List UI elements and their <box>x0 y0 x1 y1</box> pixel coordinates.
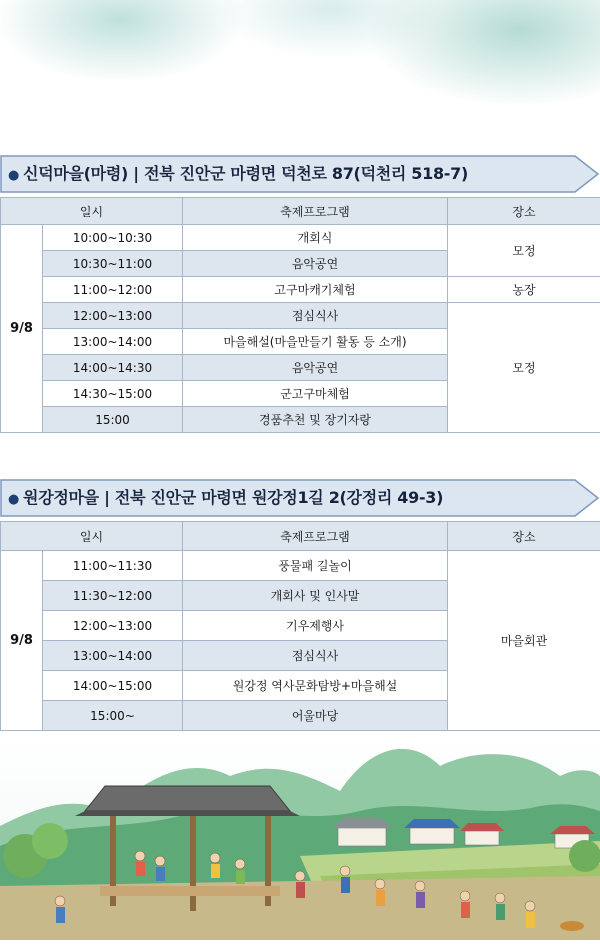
time-cell: 15:00~ <box>43 701 183 731</box>
program-cell: 경품추천 및 장기자랑 <box>183 407 448 433</box>
program-cell: 개회사 및 인사말 <box>183 581 448 611</box>
time-cell: 15:00 <box>43 407 183 433</box>
program-cell: 개회식 <box>183 225 448 251</box>
location-cell: 모정 <box>448 303 600 433</box>
time-cell: 11:00~12:00 <box>43 277 183 303</box>
program-cell: 어울마당 <box>183 701 448 731</box>
schedule-section-sindeok <box>0 155 600 433</box>
time-cell: 11:00~11:30 <box>43 551 183 581</box>
program-cell: 고구마캐기체험 <box>183 277 448 303</box>
section-title: ● 신덕마을(마령) | 전북 진안군 마령면 덕천로 87(덕천리 518-7) <box>8 155 468 193</box>
time-cell: 11:30~12:00 <box>43 581 183 611</box>
time-cell: 10:00~10:30 <box>43 225 183 251</box>
schedule-table <box>0 521 600 731</box>
time-cell: 14:30~15:00 <box>43 381 183 407</box>
program-cell: 풍물패 길놀이 <box>183 551 448 581</box>
schedule-section-wongangjeong <box>0 479 600 731</box>
header-location: 장소 <box>448 198 600 225</box>
bullet-icon: ● <box>8 168 19 183</box>
location-cell: 모정 <box>448 225 600 277</box>
bullet-icon: ● <box>8 492 19 507</box>
section-title: ● 원강정마을 | 전북 진안군 마령면 원강정1길 2(강정리 49-3) <box>8 479 443 517</box>
program-cell: 점심식사 <box>183 641 448 671</box>
section-banner <box>0 155 600 193</box>
program-cell: 마을해설(마을만들기 활동 등 소개) <box>183 329 448 355</box>
header-program: 축제프로그램 <box>183 198 448 225</box>
program-cell: 기우제행사 <box>183 611 448 641</box>
location-cell: 마을회관 <box>448 551 600 731</box>
date-cell: 9/8 <box>1 551 43 731</box>
program-cell: 음악공연 <box>183 355 448 381</box>
program-cell: 원강정 역사문화탐방+마을해설 <box>183 671 448 701</box>
schedule-table <box>0 197 600 433</box>
date-cell: 9/8 <box>1 225 43 433</box>
time-cell: 12:00~13:00 <box>43 611 183 641</box>
table-row <box>1 551 600 581</box>
watercolor-background <box>0 0 600 150</box>
table-header-row <box>1 522 600 551</box>
time-cell: 10:30~11:00 <box>43 251 183 277</box>
time-cell: 13:00~14:00 <box>43 641 183 671</box>
header-datetime: 일시 <box>1 522 183 551</box>
time-cell: 14:00~15:00 <box>43 671 183 701</box>
header-location: 장소 <box>448 522 600 551</box>
village-illustration <box>0 736 600 940</box>
program-cell: 음악공연 <box>183 251 448 277</box>
program-cell: 군고구마체험 <box>183 381 448 407</box>
program-cell: 점심식사 <box>183 303 448 329</box>
section-banner <box>0 479 600 517</box>
location-cell: 농장 <box>448 277 600 303</box>
header-program: 축제프로그램 <box>183 522 448 551</box>
header-datetime: 일시 <box>1 198 183 225</box>
table-row <box>1 277 600 303</box>
time-cell: 14:00~14:30 <box>43 355 183 381</box>
time-cell: 12:00~13:00 <box>43 303 183 329</box>
village-scene-image <box>0 736 600 940</box>
table-row <box>1 225 600 251</box>
time-cell: 13:00~14:00 <box>43 329 183 355</box>
table-row <box>1 303 600 329</box>
table-header-row <box>1 198 600 225</box>
